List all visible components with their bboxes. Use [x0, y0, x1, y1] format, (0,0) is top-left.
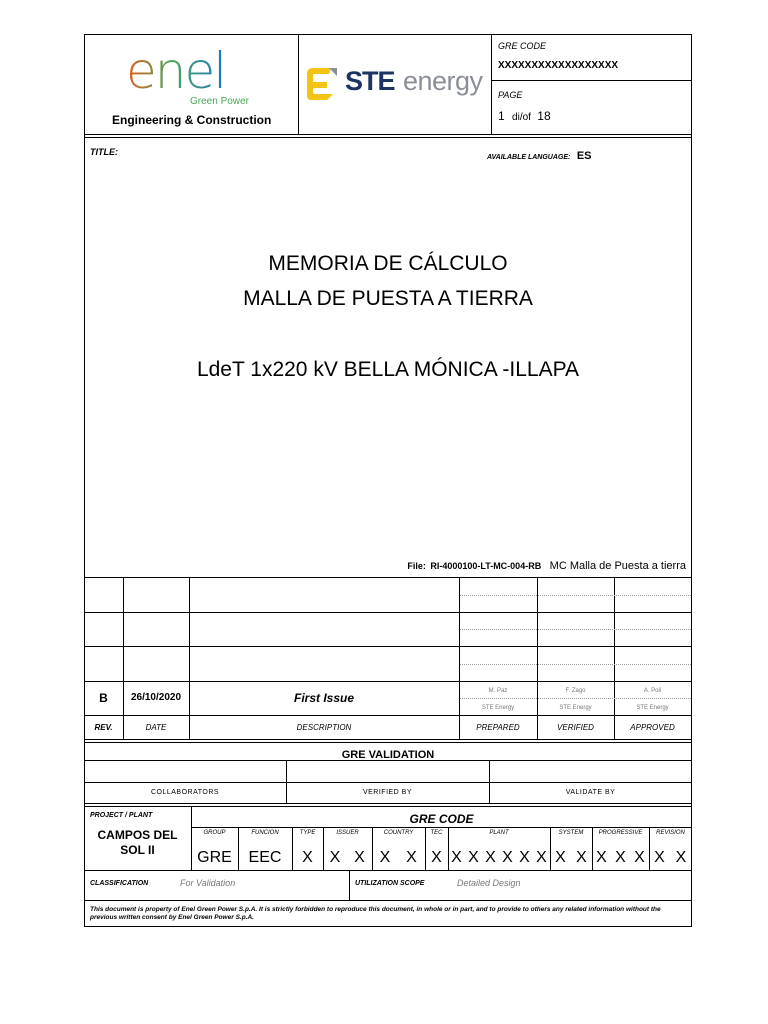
- page-number: [498, 109, 551, 123]
- energy-text: energy: [403, 66, 483, 96]
- document-title-line2: MALLA DE PUESTA A TIERRA: [243, 287, 533, 310]
- code-header-issuer: ISSUER: [336, 830, 359, 836]
- project-name-line2: SOL II: [120, 843, 155, 857]
- code-value-plant-6: X: [536, 849, 547, 866]
- utilization-scope-label: UTILIZATION SCOPE: [355, 880, 425, 887]
- title-label-text: TITLE: [90, 147, 115, 157]
- description-header: DESCRIPTION: [296, 723, 352, 732]
- code-value-country-2: X: [406, 849, 417, 866]
- ste-energy-logo: [305, 62, 490, 102]
- date-value: 26/10/2020: [130, 692, 182, 703]
- document-title-line3: LdeT 1x220 kV BELLA MÓNICA -ILLAPA: [196, 358, 580, 381]
- code-header-country: COUNTRY: [383, 830, 414, 836]
- page-label: PAGE: [498, 90, 523, 100]
- code-value-plant-5: X: [519, 849, 530, 866]
- code-value-country-1: X: [379, 849, 391, 866]
- page-value: 1: [498, 109, 505, 123]
- prepared-company: STE Energy: [481, 705, 515, 711]
- gre-code-label: GRE CODE: [498, 41, 547, 51]
- classification-value: For Validation: [180, 878, 236, 888]
- code-value-funcion: EEC: [248, 849, 282, 866]
- project-name-line1: CAMPOS DEL: [97, 828, 178, 842]
- ste-logo-icon: [305, 66, 339, 102]
- code-header-progressive: PROGRESSIVE: [598, 830, 643, 836]
- validate-by-label: VALIDATE BY: [565, 789, 616, 796]
- file-code: RI-4000100-LT-MC-004-RB: [430, 561, 542, 571]
- green-power-text: Green Power: [190, 96, 249, 107]
- verified-header: VERIFIED: [557, 723, 594, 732]
- document-title-line1: MEMORIA DE CÁLCULO: [268, 252, 508, 275]
- utilization-scope-value: Detailed Design: [457, 878, 521, 888]
- code-value-revision-2: X: [675, 849, 687, 866]
- verified-name: F. Zago: [565, 688, 586, 694]
- file-reference: [407, 556, 686, 574]
- code-value-tec: X: [431, 849, 442, 866]
- gre-code-value: XXXXXXXXXXXXXXXXXX: [498, 60, 619, 71]
- title-label: TITLE:: [90, 147, 118, 157]
- code-value-type: X: [302, 849, 313, 866]
- description-value: First Issue: [293, 691, 355, 705]
- language-value: ES: [576, 150, 592, 162]
- verified-company: STE Energy: [559, 705, 592, 711]
- rev-value: B: [99, 691, 108, 705]
- approved-name: A. Poli: [643, 688, 662, 694]
- gre-validation-title: GRE VALIDATION: [341, 749, 435, 761]
- code-value-progressive-2: X: [615, 849, 626, 866]
- code-header-tec: TEC: [430, 830, 443, 836]
- svg-text:enel: enel: [126, 42, 226, 100]
- code-value-plant-1: X: [451, 849, 462, 866]
- ste-bold-text: STE: [345, 66, 395, 96]
- enel-logo-icon: [124, 38, 264, 100]
- code-header-system: SYSTEM: [558, 830, 584, 836]
- available-language: [487, 146, 592, 164]
- code-header-funcion: FUNCION: [251, 830, 279, 836]
- page-total: 18: [537, 109, 551, 123]
- date-header: DATE: [145, 723, 167, 732]
- code-value-revision-1: X: [654, 849, 665, 866]
- approved-company: STE Energy: [636, 705, 669, 711]
- code-value-issuer-1: X: [329, 849, 341, 866]
- project-plant-label: PROJECT / PLANT: [90, 812, 153, 819]
- file-name: MC Malla de Puesta a tierra: [549, 560, 686, 572]
- code-header-group: GROUP: [203, 830, 226, 836]
- approved-header: APPROVED: [630, 723, 675, 732]
- code-value-progressive-3: X: [634, 849, 645, 866]
- code-header-plant: PLANT: [489, 830, 509, 836]
- code-value-issuer-2: X: [354, 849, 365, 866]
- code-header-revision: REVISION: [656, 830, 685, 836]
- code-value-system-1: X: [555, 849, 566, 866]
- collaborators-label: COLLABORATORS: [150, 789, 220, 796]
- language-label: AVAILABLE LANGUAGE:: [487, 154, 571, 161]
- classification-label: CLASSIFICATION: [90, 880, 149, 887]
- engineering-construction-text: Engineering & Construction: [112, 113, 272, 127]
- enel-logo: [124, 38, 264, 100]
- rev-header: REV.: [94, 723, 113, 732]
- code-value-plant-2: X: [468, 849, 479, 866]
- verified-by-label: VERIFIED BY: [362, 789, 413, 796]
- property-notice: This document is property of Enel Green Power S.p.A. It is strictly forbidden to reproduce this document, in whole or in part, and to provide to others any related information without the previous written consent by Enel Green Power S.p.A.: [90, 906, 661, 921]
- code-value-system-2: X: [576, 849, 587, 866]
- code-value-progressive-1: X: [596, 849, 607, 866]
- code-value-group: GRE: [197, 849, 232, 866]
- code-header-type: TYPE: [299, 830, 316, 836]
- prepared-name: M. Paz: [488, 688, 508, 694]
- page-of: di/of: [512, 112, 531, 123]
- code-value-plant-4: X: [502, 849, 513, 866]
- gre-code-title: GRE CODE: [409, 812, 474, 826]
- code-value-plant-3: X: [485, 849, 496, 866]
- prepared-header: PREPARED: [476, 723, 520, 732]
- file-label: File:: [407, 561, 426, 571]
